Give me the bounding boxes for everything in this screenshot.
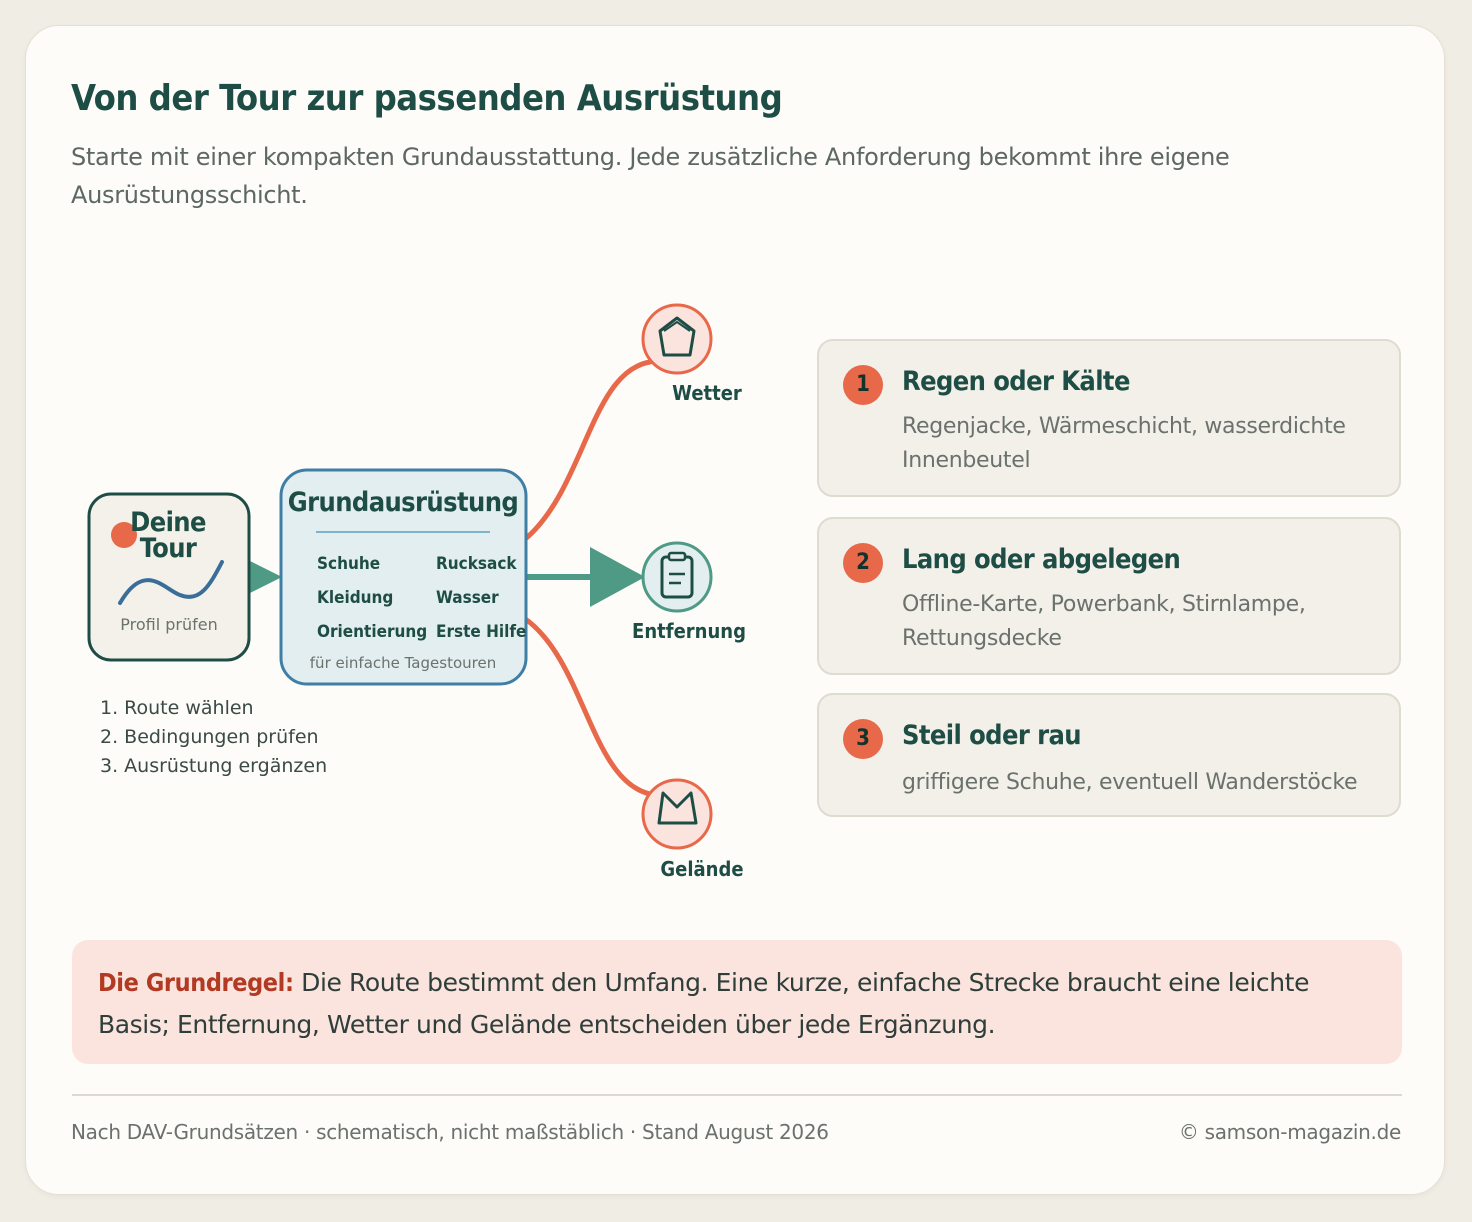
base-equipment-box <box>281 470 526 684</box>
branch-label-gelaende: Gelände <box>660 857 744 881</box>
requirement-title: Regen oder Kälte <box>902 366 1130 397</box>
base-item: Rucksack <box>436 554 517 574</box>
requirement-body: griffigere Schuhe, eventuell Wanderstöcke <box>902 770 1358 795</box>
requirement-number-badge: 2 <box>843 543 883 583</box>
footer-divider <box>72 1094 1402 1096</box>
list-item: 2. Bedingungen prüfen <box>100 726 319 748</box>
branch-line-wetter <box>524 362 650 540</box>
base-item: Orientierung <box>317 622 428 642</box>
requirement-number-badge: 3 <box>843 719 883 759</box>
tour-box <box>89 494 249 660</box>
requirement-number-badge: 1 <box>843 365 883 405</box>
requirement-body: Regenjacke, Wärmeschicht, wasserdichte Innenbeutel <box>902 414 1346 473</box>
list-item: 3. Ausrüstung ergänzen <box>100 755 328 777</box>
tour-title-line1: Deine <box>130 507 206 538</box>
tour-caption: Profil prüfen <box>120 615 218 634</box>
base-item: Schuhe <box>317 554 381 574</box>
page-subtitle: Starte mit einer kompakten Grundausstattung. Jede zusätzliche Anforderung bekommt ihre eigene Ausrüstungsschicht. <box>71 143 1230 209</box>
rule-callout <box>72 940 1402 1064</box>
requirement-card-distance <box>817 517 1401 675</box>
arrow-to-entfernung <box>590 547 645 607</box>
requirement-body: Offline-Karte, Powerbank, Stirnlampe, Rettungsdecke <box>902 592 1306 651</box>
tour-title-line2: Tour <box>139 533 197 564</box>
rule-lead: Die Grundregel: <box>98 968 294 997</box>
base-note: für einfache Tagestouren <box>309 654 497 672</box>
base-item: Erste Hilfe <box>436 622 527 642</box>
node-gelaende <box>643 780 744 881</box>
branch-line-gelaende <box>524 618 650 794</box>
arrow-to-base <box>248 560 282 594</box>
requirement-card-terrain <box>817 693 1401 817</box>
node-entfernung <box>632 543 746 643</box>
requirement-title: Lang oder abgelegen <box>902 544 1181 575</box>
branch-label-entfernung: Entfernung <box>632 619 746 643</box>
branch-label-wetter: Wetter <box>672 381 742 405</box>
footer-source: Nach DAV-Grundsätzen · schematisch, nicht maßstäblich · Stand August 2026 <box>71 1120 829 1144</box>
base-title: Grundausrüstung <box>287 487 519 518</box>
node-wetter <box>643 305 742 405</box>
base-item: Kleidung <box>317 588 394 608</box>
page-title: Von der Tour zur passenden Ausrüstung <box>71 78 783 119</box>
tour-steps-list <box>100 694 327 781</box>
requirement-title: Steil oder rau <box>902 720 1081 751</box>
requirement-card-rain <box>817 339 1401 497</box>
base-item: Wasser <box>436 588 499 608</box>
list-item: 1. Route wählen <box>100 697 254 719</box>
footer-copyright: © samson-magazin.de <box>1178 1120 1401 1144</box>
rule-text: Die Route bestimmt den Umfang. Eine kurze, einfache Strecke braucht eine leichte Basis; Entfernung, Wetter und Gelände entscheiden über jede Ergänzung. <box>98 968 1310 1039</box>
